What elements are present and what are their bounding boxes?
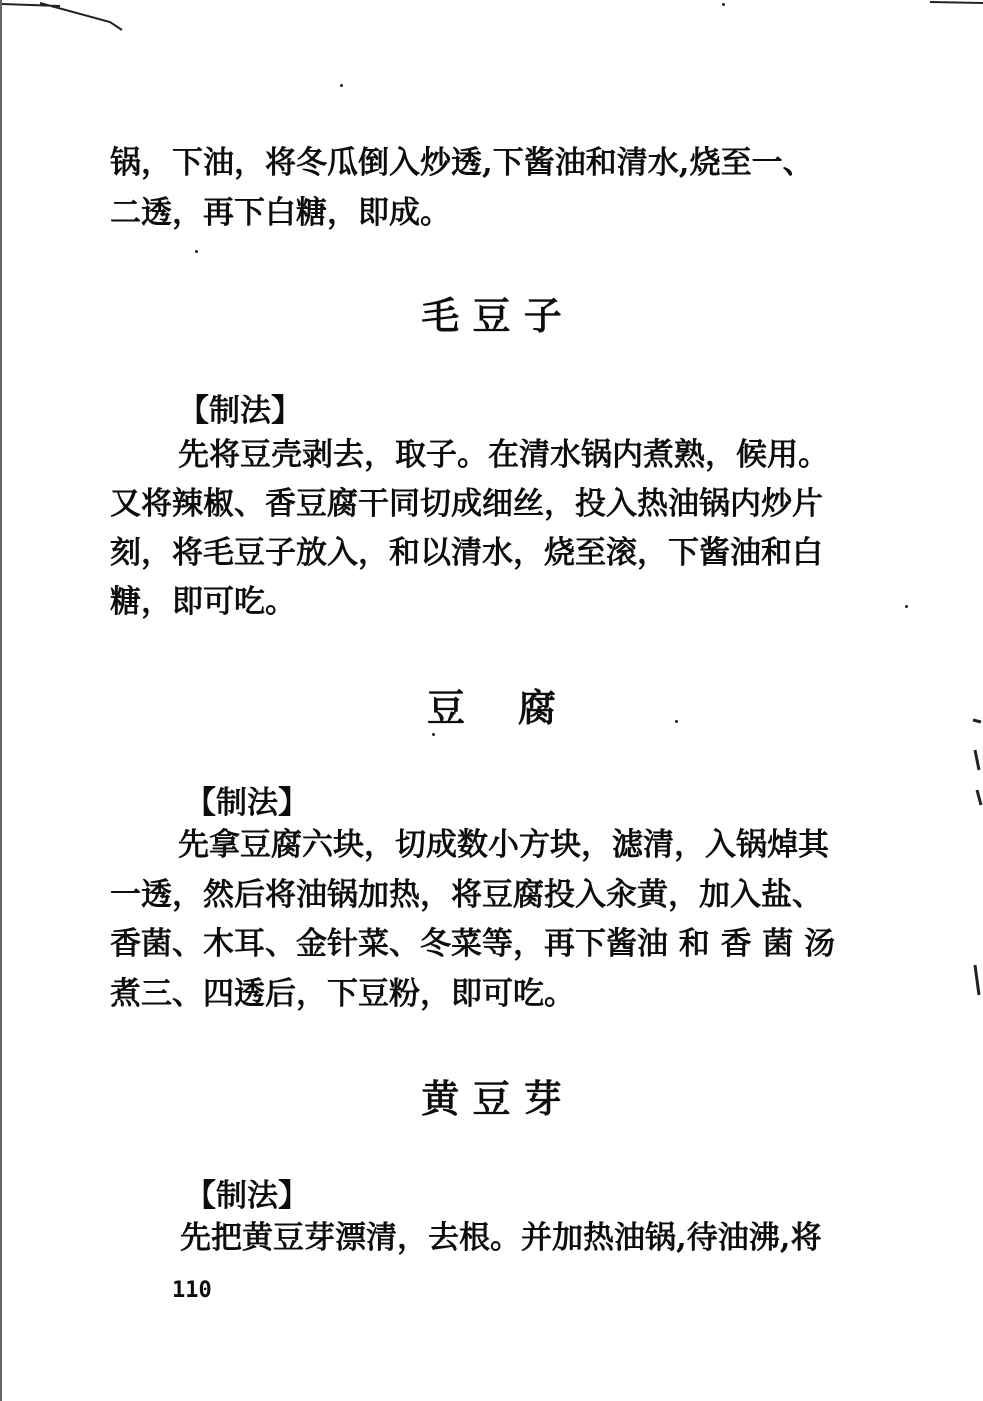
method-label: 【制法】 — [178, 393, 302, 429]
scan-edge-mark-right — [965, 710, 983, 1010]
text-line: 香菌、木耳、金针菜、冬菜等，再下酱油 和 香 菌 汤 — [110, 926, 836, 962]
scan-edge-mark-top-right — [930, 0, 983, 12]
page-number: 110 — [172, 1278, 212, 1303]
scan-edge-mark-top-left — [0, 0, 140, 40]
scan-speck — [432, 733, 435, 736]
text-line: 先把黄豆芽漂清，去根。并加热油锅,待油沸,将 — [180, 1220, 822, 1256]
method-label: 【制法】 — [185, 785, 309, 821]
text-line: 先将豆壳剥去，取子。在清水锅内煮熟，候用。 — [178, 437, 829, 473]
scan-speck — [340, 84, 343, 87]
method-label: 【制法】 — [185, 1178, 309, 1214]
scan-speck — [905, 605, 908, 608]
text-line: 又将辣椒、香豆腐干同切成细丝，投入热油锅内炒片 — [110, 486, 823, 522]
text-line: 锅，下油，将冬瓜倒入炒透,下酱油和清水,烧至一、 — [110, 145, 814, 181]
text-line: 先拿豆腐六块，切成数小方块，滤清，入锅焯其 — [178, 827, 829, 863]
text-line: 刻，将毛豆子放入，和以清水，烧至滚，下酱油和白 — [110, 535, 823, 571]
text-line: 一透，然后将油锅加热，将豆腐投入汆黄，加入盐、 — [110, 877, 823, 913]
scan-speck — [722, 3, 725, 6]
section-title: 黄 豆 芽 — [421, 1077, 562, 1121]
section-title: 豆 腐 — [427, 686, 556, 730]
text-line: 糖，即可吃。 — [110, 584, 296, 620]
text-line: 二透，再下白糖，即成。 — [110, 195, 451, 231]
text-line: 煮三、四透后，下豆粉，即可吃。 — [110, 976, 575, 1012]
scan-speck — [195, 250, 198, 253]
section-title: 毛 豆 子 — [421, 294, 562, 338]
